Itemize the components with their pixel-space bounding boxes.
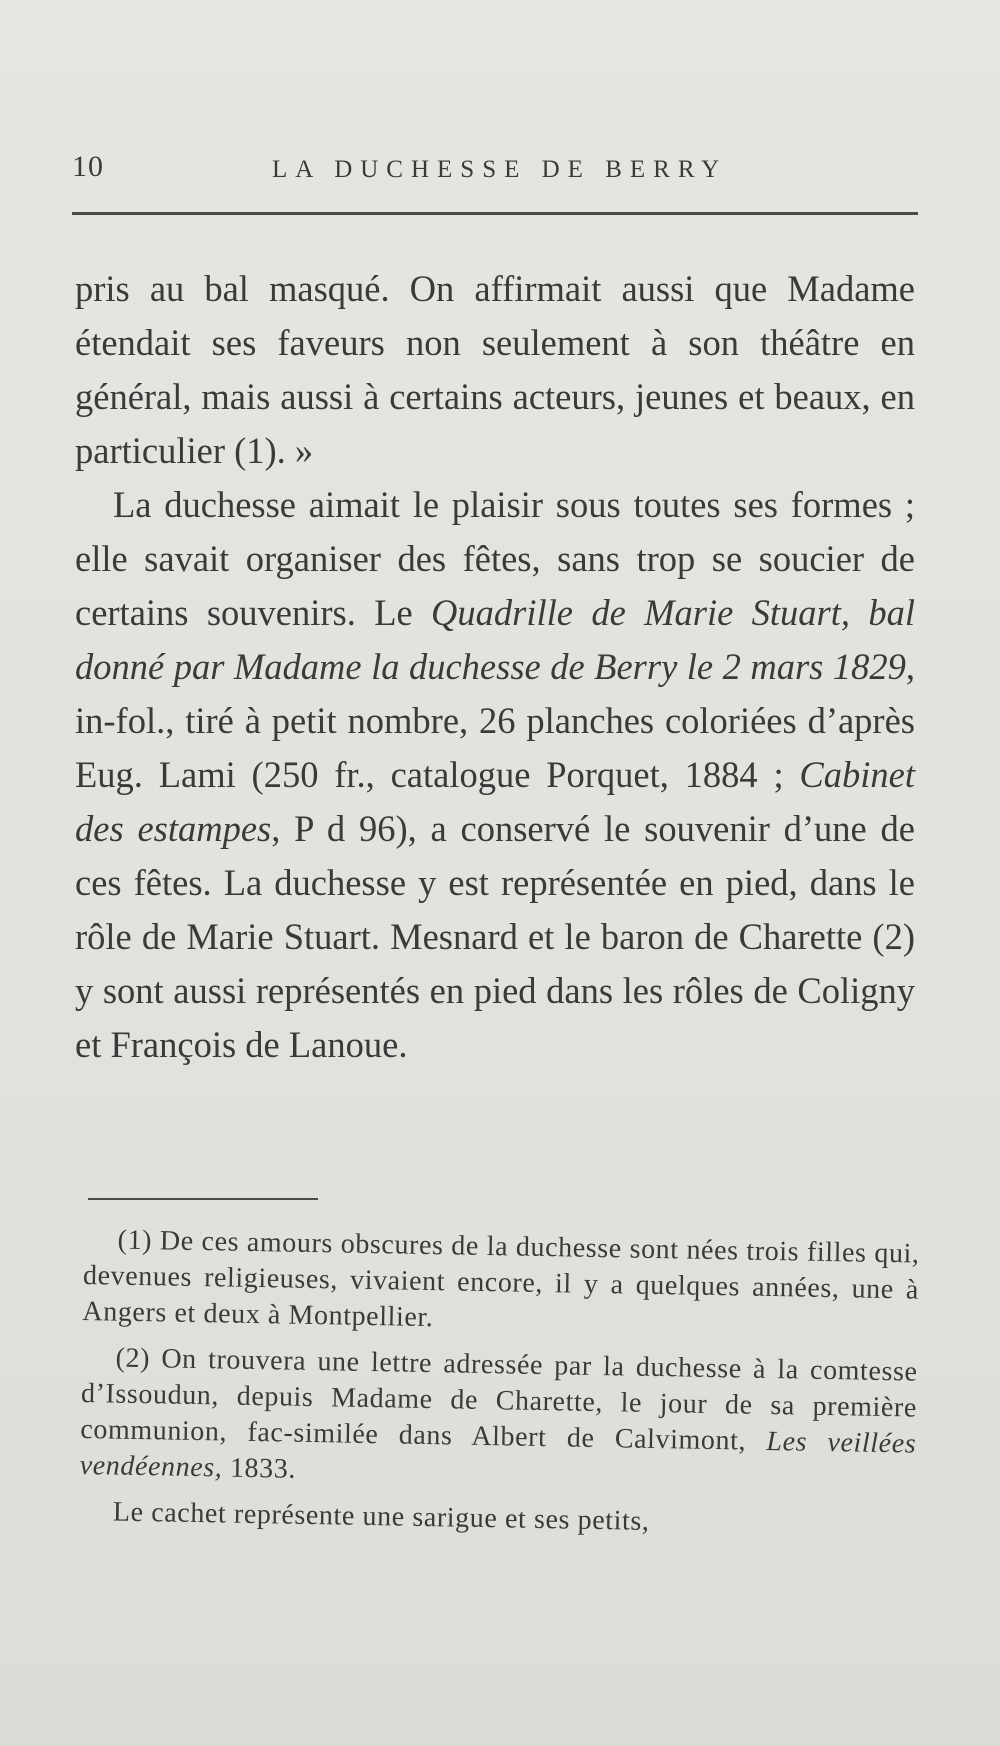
paragraph-2-part-c: , P d 96), a conservé le souvenir d’une de ces fêtes. La duchesse y est représentée en pied, dans le rôle de Marie Stuart. Mesnard et le baron de Charette (2) y sont aussi représentés en pied dans les rôles de Coligny et François de Lanoue. xyxy=(75,808,916,1065)
running-title: LA DUCHESSE DE BERRY xyxy=(272,156,728,183)
footnote-continuation: Le cachet représente une sarigue et ses petits, xyxy=(112,1496,650,1537)
footnotes xyxy=(78,1222,919,1555)
page-header xyxy=(72,150,918,190)
footnote-1: (1) De ces amours obscures de la duchesse sont nées trois filles qui, devenues religieuses, vivaient encore, il y a quelques années, une à Angers et deux à Montpellier. xyxy=(82,1224,920,1334)
quadrille-title: Quadrille de Marie Stuart, bal donné par Madame la duchesse de Berry le 2 mars 1829 xyxy=(75,592,915,687)
paragraph-2 xyxy=(75,478,915,1072)
footnote-2-title: Les veillées vendéennes, xyxy=(79,1425,917,1484)
main-text xyxy=(75,262,915,1072)
footnote-rule xyxy=(88,1198,318,1200)
paragraph-2-part-b: , in-fol., tiré à petit nombre, 26 planches coloriées d’après Eug. Lami (250 fr., catalogue Porquet, 1884 ; xyxy=(75,646,915,795)
footnote-2-part-b: 1833. xyxy=(222,1452,297,1485)
footnote-2-part-a: (2) On trouvera une lettre adressée par la duchesse à la comtesse d’Issoudun, depuis Madame de Charette, le jour de sa première communion, fac-similée dans Albert de Calvimont, xyxy=(80,1342,918,1457)
paragraph-1: pris au bal masqué. On affirmait aussi que Madame étendait ses faveurs non seulement à son théâtre en général, mais aussi à certains acteurs, jeunes et beaux, en particulier (1). » xyxy=(75,268,915,471)
cabinet-des-estampes: Cabinet des estampes xyxy=(75,754,915,849)
footnote-2 xyxy=(79,1340,917,1499)
page-number: 10 xyxy=(72,150,104,183)
header-rule xyxy=(72,212,918,215)
paragraph-2-part-a: La duchesse aimait le plaisir sous toutes ses formes ; elle savait organiser des fêtes, sans trop se soucier de certains souvenirs. Le xyxy=(75,484,915,633)
